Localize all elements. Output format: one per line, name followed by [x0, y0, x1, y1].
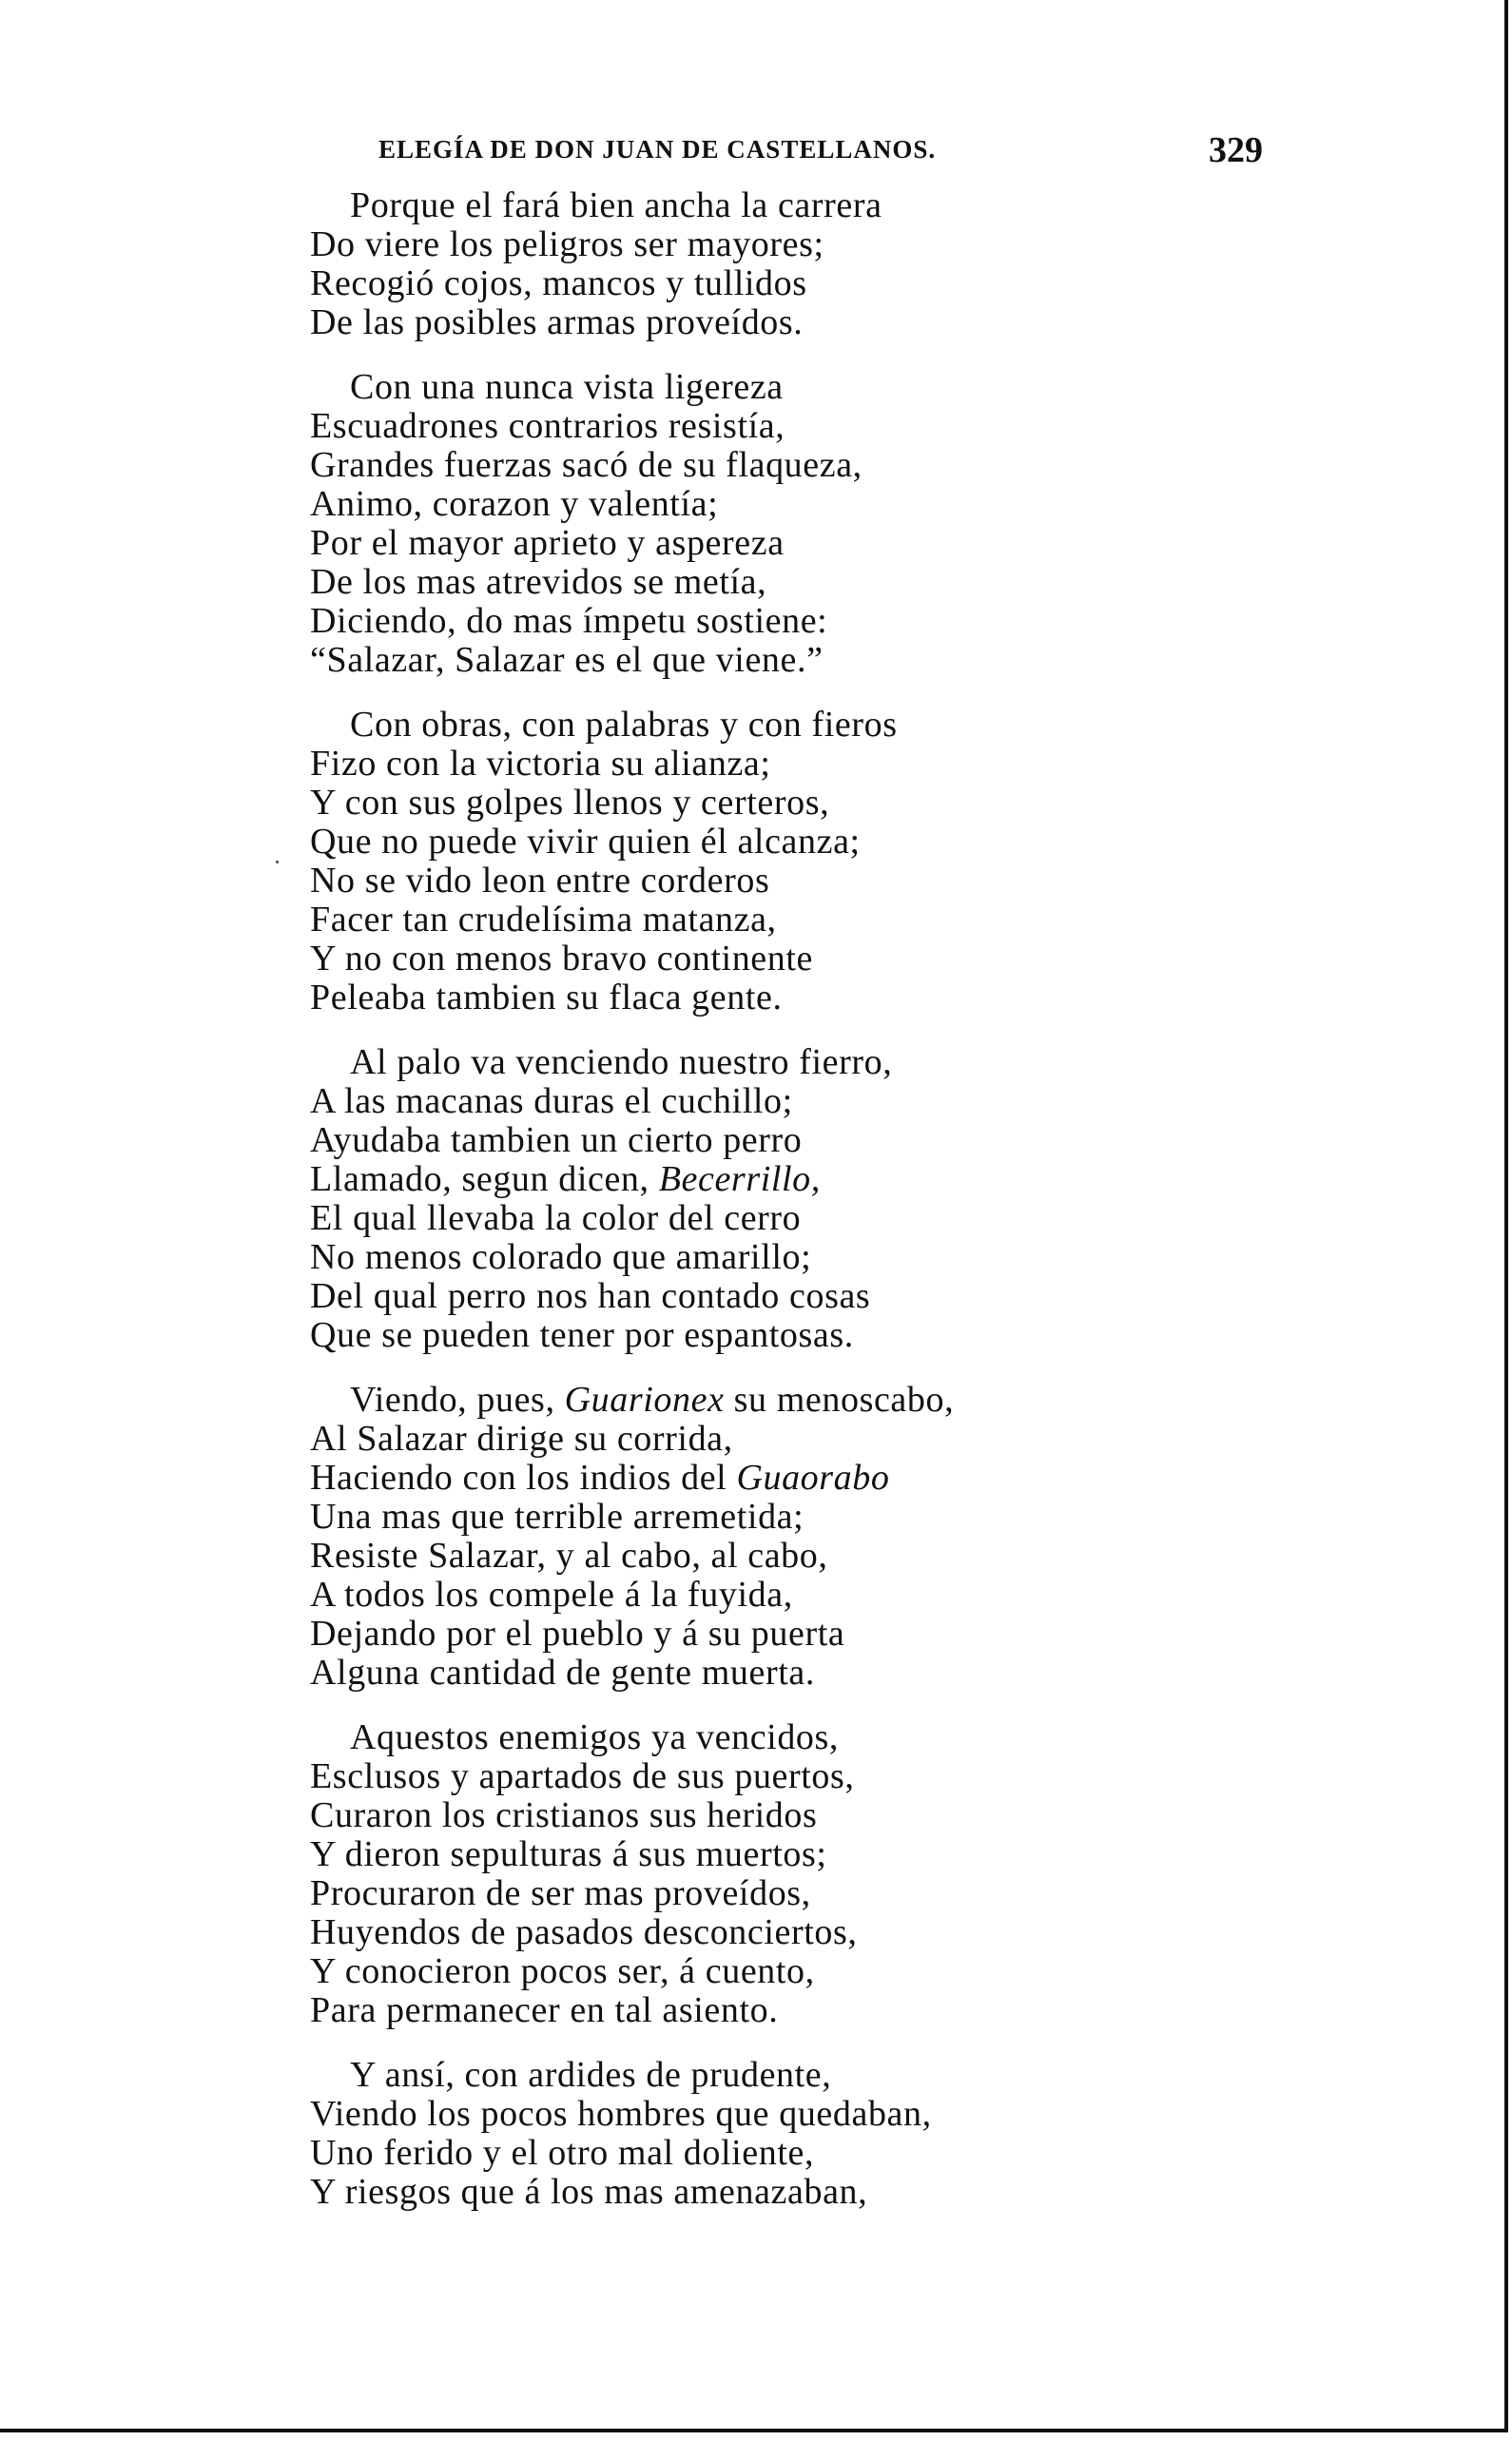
verse-line: Para permanecer en tal asiento.	[310, 1990, 779, 2030]
page-header	[378, 129, 1263, 173]
verse-line: Una mas que terrible arremetida;	[310, 1497, 804, 1537]
verse-line	[310, 1160, 1261, 1199]
verse-line: Que se pueden tener por espantosas.	[310, 1315, 854, 1355]
poem-body	[310, 186, 1261, 2238]
verse-line: Que no puede vivir quien él alcanza;	[310, 822, 861, 862]
verse-line: No menos colorado que amarillo;	[310, 1237, 812, 1277]
verse-line: Esclusos y apartados de sus puertos,	[310, 1756, 855, 1796]
verse-line: Escuadrones contrarios resistía,	[310, 406, 785, 446]
verse-line: Y con sus golpes llenos y certeros,	[310, 783, 830, 823]
verse-line: Al palo va venciendo nuestro fierro,	[350, 1042, 893, 1082]
italic-proper-name: Becerrillo,	[658, 1159, 821, 1199]
stanza	[310, 2056, 1261, 2212]
verse-line: Diciendo, do mas ímpetu sostiene:	[310, 601, 828, 641]
verse-line: Dejando por el pueblo y á su puerta	[310, 1614, 845, 1654]
verse-line: Grandes fuerzas sacó de su flaqueza,	[310, 445, 863, 485]
verse-line	[310, 1459, 1261, 1498]
verse-line: Peleaba tambien su flaca gente.	[310, 978, 783, 1017]
verse-line: Y dieron sepulturas á sus muertos;	[310, 1834, 827, 1874]
verse-line: Facer tan crudelísima matanza,	[310, 900, 777, 940]
verse-line: Huyendos de pasados desconciertos,	[310, 1912, 858, 1952]
stanza	[310, 1043, 1261, 1355]
print-speck	[276, 861, 279, 863]
stanza	[310, 706, 1261, 1017]
verse-line: De los mas atrevidos se metía,	[310, 562, 767, 602]
italic-proper-name: Guaorabo	[736, 1458, 890, 1498]
verse-line: Aquestos enemigos ya vencidos,	[350, 1717, 840, 1757]
verse-line: Y ansí, con ardides de prudente,	[350, 2055, 832, 2095]
verse-line: Y riesgos que á los mas amenazaban,	[310, 2172, 868, 2212]
verse-line: Do viere los peligros ser mayores;	[310, 224, 824, 264]
verse-line: Con una nunca vista ligereza	[350, 367, 784, 407]
running-title: ELEGÍA DE DON JUAN DE CASTELLANOS.	[378, 135, 937, 164]
verse-line: Resiste Salazar, y al cabo, al cabo,	[310, 1536, 828, 1576]
verse-line: Con obras, con palabras y con fieros	[350, 705, 898, 745]
verse-line: Curaron los cristianos sus heridos	[310, 1795, 818, 1835]
verse-line: Al Salazar dirige su corrida,	[310, 1419, 733, 1459]
verse-line: A todos los compele á la fuyida,	[310, 1575, 793, 1615]
verse-line: Por el mayor aprieto y aspereza	[310, 523, 785, 563]
page-number: 329	[1209, 130, 1263, 170]
verse-line: El qual llevaba la color del cerro	[310, 1198, 802, 1238]
verse-text: Llamado, segun dicen,	[310, 1159, 659, 1199]
verse-line: Fizo con la victoria su alianza;	[310, 744, 771, 784]
verse-line: Y no con menos bravo continente	[310, 939, 814, 978]
verse-line: Ayudaba tambien un cierto perro	[310, 1120, 803, 1160]
verse-line: Y conocieron pocos ser, á cuento,	[310, 1951, 815, 1991]
verse-line: Alguna cantidad de gente muerta.	[310, 1653, 815, 1693]
verse-line: Uno ferido y el otro mal doliente,	[310, 2133, 815, 2173]
verse-line: Procuraron de ser mas proveídos,	[310, 1873, 811, 1913]
verse-line: Animo, corazon y valentía;	[310, 484, 719, 524]
stanza	[310, 368, 1261, 680]
verse-line: Recogió cojos, mancos y tullidos	[310, 263, 807, 303]
verse-line: Del qual perro nos han contado cosas	[310, 1276, 871, 1316]
verse-line: No se vido leon entre corderos	[310, 861, 770, 901]
italic-proper-name: Guarionex	[564, 1380, 725, 1420]
verse-line: Porque el fará bien ancha la carrera	[350, 185, 882, 225]
stanza	[310, 1381, 1261, 1693]
verse-line: De las posibles armas proveídos.	[310, 302, 804, 342]
verse-text: su menoscabo,	[724, 1380, 955, 1420]
verse-line: A las macanas duras el cuchillo;	[310, 1081, 793, 1121]
verse-line: Viendo los pocos hombres que quedaban,	[310, 2094, 932, 2134]
verse-text: Viendo, pues,	[350, 1380, 565, 1420]
verse-text: Haciendo con los indios del	[310, 1458, 737, 1498]
verse-line	[310, 1381, 1261, 1420]
stanza	[310, 186, 1261, 342]
stanza	[310, 1718, 1261, 2030]
verse-line: “Salazar, Salazar es el que viene.”	[310, 640, 824, 680]
